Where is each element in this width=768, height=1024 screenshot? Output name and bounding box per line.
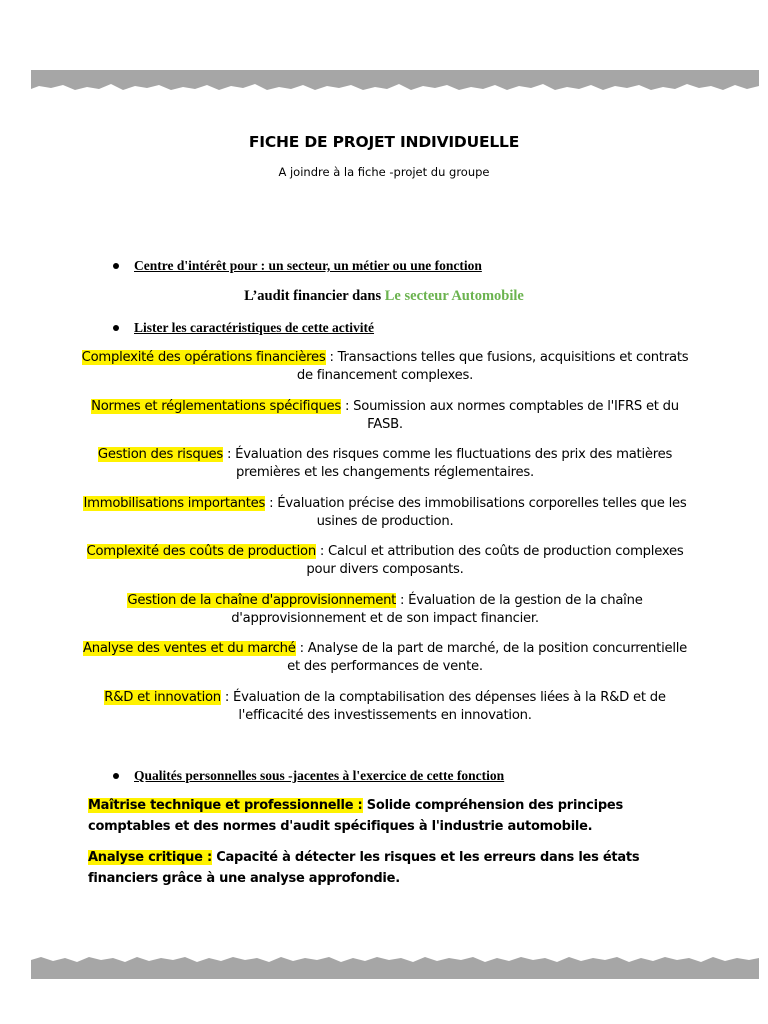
bottom-decorative-band xyxy=(31,955,759,979)
bullet-icon xyxy=(113,325,119,331)
focus-statement xyxy=(0,288,768,305)
list-item xyxy=(80,640,690,676)
page-title: FICHE DE PROJET INDIVIDUELLE xyxy=(248,133,520,151)
list-item xyxy=(80,398,690,434)
characteristics-list xyxy=(80,349,690,737)
item-description: : Évaluation des risques comme les fluctuations des prix des matières premières et les changements réglementaires. xyxy=(223,447,673,480)
bullet-icon xyxy=(113,263,119,269)
quality-description: Capacité à détecter les risques et les erreurs dans les états financiers grâce à une analyse approfondie. xyxy=(88,850,640,886)
item-description: : Soumission aux normes comptables de l'IFRS et du FASB. xyxy=(341,398,679,432)
quality-item xyxy=(88,796,688,837)
item-term: Gestion des risques xyxy=(97,447,224,462)
quality-term: Analyse critique : xyxy=(88,850,212,865)
item-term: Analyse des ventes et du marché xyxy=(82,641,296,656)
focus-sector: Le secteur Automobile xyxy=(384,288,524,304)
list-item xyxy=(80,689,690,725)
list-item xyxy=(80,543,690,579)
focus-prefix: L’audit financier dans xyxy=(244,288,382,304)
section-heading-text: Qualités personnelles sous -jacentes à l'exercice de cette fonction xyxy=(134,768,505,783)
item-description: : Calcul et attribution des coûts de production complexes pour divers composants. xyxy=(306,544,684,577)
item-term: Immobilisations importantes xyxy=(83,495,266,511)
quality-description: Solide compréhension des principes comptables et des normes d'audit spécifiques à l'industrie automobile. xyxy=(88,798,623,834)
list-item xyxy=(80,495,690,531)
item-description: : Évaluation précise des immobilisations corporelles telles que les usines de production. xyxy=(265,495,687,529)
list-item xyxy=(80,349,690,385)
section-heading-text: Centre d'intérêt pour : un secteur, un métier ou une fonction xyxy=(134,258,482,273)
top-decorative-band xyxy=(31,70,759,92)
item-term: Complexité des opérations financières xyxy=(81,350,326,365)
item-description: : Évaluation de la comptabilisation des dépenses liées à la R&D et de l'efficacité des investissements en innovation. xyxy=(220,689,666,723)
quality-term: Maîtrise technique et professionnelle : xyxy=(88,798,363,813)
list-item xyxy=(80,446,690,482)
item-term: Gestion de la chaîne d'approvisionnement xyxy=(127,592,397,608)
item-description: : Transactions telles que fusions, acquisitions et contrats de financement complexes. xyxy=(296,350,689,383)
page-subtitle: A joindre à la fiche -projet du groupe xyxy=(278,165,490,179)
list-item xyxy=(80,592,690,628)
item-term: Complexité des coûts de production xyxy=(86,544,316,559)
section-heading-text: Lister les caractéristiques de cette activité xyxy=(134,320,375,335)
bullet-icon xyxy=(113,773,119,779)
section-heading-characteristics xyxy=(113,320,374,336)
item-description: : Analyse de la part de marché, de la position concurrentielle et des performances de vente. xyxy=(287,641,688,674)
item-term: Normes et réglementations spécifiques xyxy=(91,398,342,414)
section-heading-interest xyxy=(113,258,482,274)
section-heading-qualities xyxy=(113,768,504,784)
item-description: : Évaluation de la gestion de la chaîne d'approvisionnement et de son impact financier. xyxy=(231,592,643,626)
quality-item xyxy=(88,848,688,889)
item-term: R&D et innovation xyxy=(104,689,221,705)
